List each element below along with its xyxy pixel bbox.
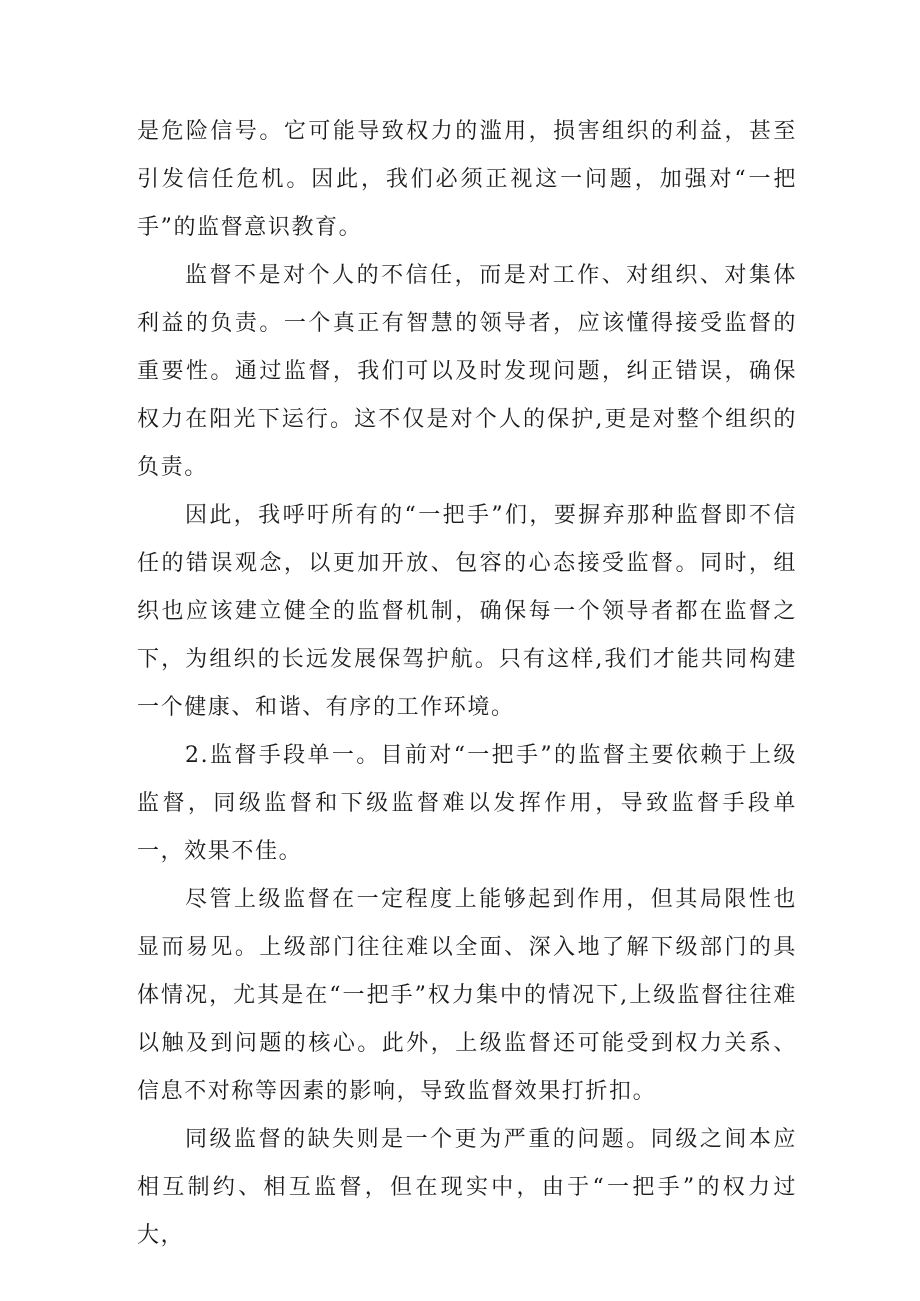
paragraph-peer-supervision: 同级监督的缺失则是一个更为严重的问题。同级之间本应相互制约、相互监督，但在现实中，由于“一把手”的权力过大，: [137, 1127, 797, 1248]
paragraph-continuation: 是危险信号。它可能导致权力的滥用，损害组织的利益，甚至引发信任危机。因此，我们必须正视这一问题，加强对“一把手”的监督意识教育。: [137, 119, 797, 240]
paragraph-supervision-responsibility: 监督不是对个人的不信任，而是对工作、对组织、对集体利益的负责。一个真正有智慧的领导者，应该懂得接受监督的重要性。通过监督，我们可以及时发现问题，纠正错误，确保权力在阳光下运行。这不仅是对个人的保护,更是对整个组织的负责。: [137, 263, 797, 480]
document-page: [137, 108, 797, 1260]
paragraph-superior-supervision: 尽管上级监督在一定程度上能够起到作用，但其局限性也显而易见。上级部门往往难以全面、深入地了解下级部门的具体情况，尤其是在“一把手”权力集中的情况下,上级监督往往难以触及到问题的核心。此外，上级监督还可能受到权力关系、信息不对称等因素的影响，导致监督效果打折扣。: [137, 887, 797, 1104]
paragraph-section-2-heading: 2.监督手段单一。目前对“一把手”的监督主要依赖于上级监督，同级监督和下级监督难以发挥作用，导致监督手段单一，效果不佳。: [137, 743, 797, 864]
paragraph-call-to-action: 因此，我呼吁所有的“一把手”们，要摒弃那种监督即不信任的错误观念，以更加开放、包容的心态接受监督。同时，组织也应该建立健全的监督机制，确保每一个领导者都在监督之下，为组织的长远发展保驾护航。只有这样,我们才能共同构建一个健康、和谐、有序的工作环境。: [137, 503, 797, 720]
